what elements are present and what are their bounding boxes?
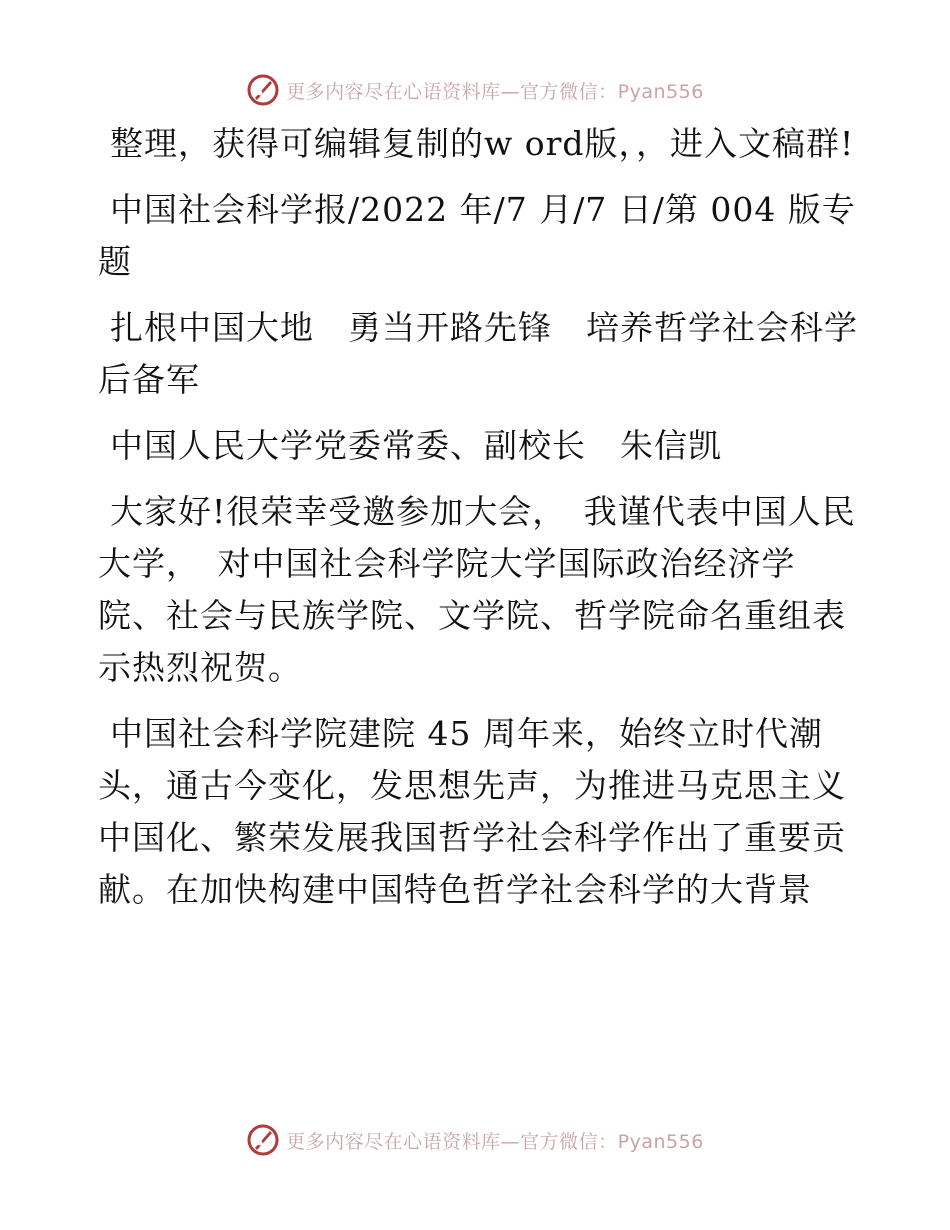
quill-seal-icon <box>246 1123 280 1157</box>
document-body <box>98 118 858 930</box>
paragraph-title: 扎根中国大地 勇当开路先锋 培养哲学社会科学后备军 <box>98 308 858 399</box>
footer-banner-text: 更多内容尽在心语资料库—官方微信：Pyan556 <box>286 1130 704 1153</box>
paragraph-source: 中国社会科学报/2022 年/7 月/7 日/第 004 版专题 <box>98 190 856 281</box>
paragraph-body-1: 大家好!很荣幸受邀参加大会， 我谨代表中国人民大学， 对中国社会科学院大学国际政治经济学院、社会与民族学院、文学院、哲学院命名重组表示热烈祝贺。 <box>98 492 856 687</box>
header-banner-text: 更多内容尽在心语资料库—官方微信：Pyan556 <box>286 80 704 103</box>
paragraph-body-2: 中国社会科学院建院 45 周年来，始终立时代潮头，通古今变化，发思想先声，为推进马克思主义中国化、繁荣发展我国哲学社会科学作出了重要贡献。在加快构建中国特色哲学社会科学的大背景 <box>98 714 846 909</box>
quill-seal-icon <box>246 73 280 107</box>
paragraph-author: 中国人民大学党委常委、副校长 朱信凯 <box>110 426 722 465</box>
footer-banner <box>0 1120 950 1160</box>
paragraph-notice: 整理，获得可编辑复制的w ord版，，进入文稿群! <box>110 124 855 163</box>
header-banner <box>0 70 950 110</box>
